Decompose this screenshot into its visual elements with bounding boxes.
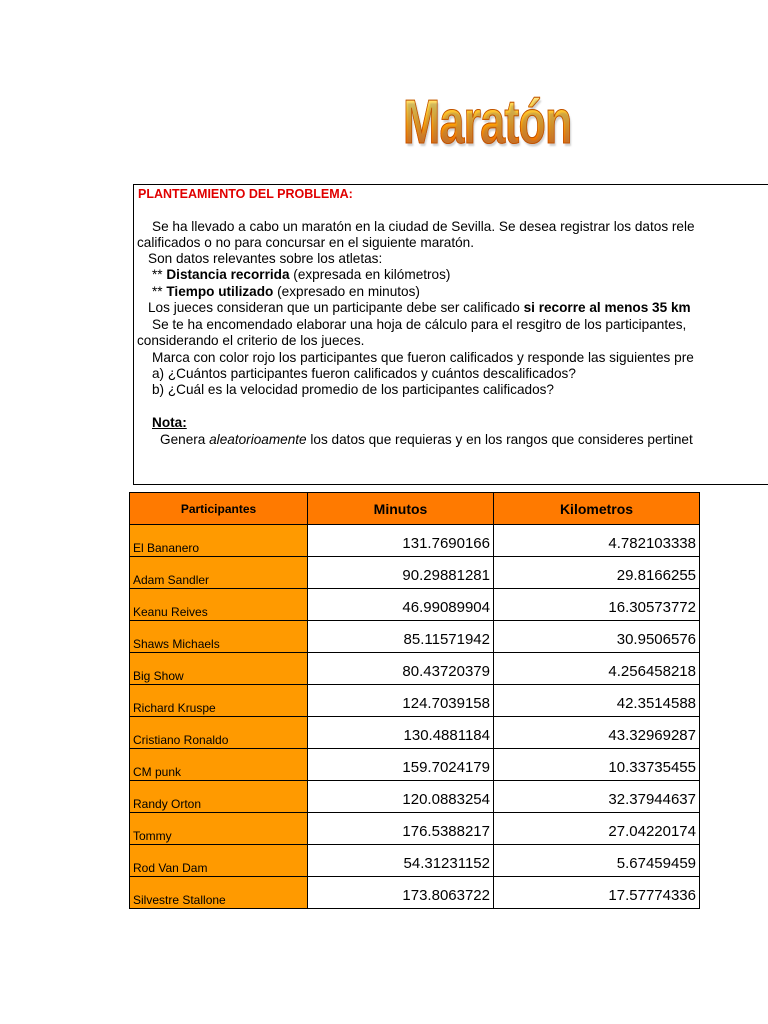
participant-name-cell[interactable]: Big Show: [130, 653, 308, 685]
bullet-distance-bold: Distancia recorrida: [166, 267, 290, 282]
km-cell[interactable]: 27.04220174: [494, 813, 700, 845]
nota-italic: aleatorioamente: [209, 432, 307, 447]
km-cell[interactable]: 10.33735455: [494, 749, 700, 781]
bullet-distance: [152, 267, 450, 283]
bullet-time-prefix: **: [152, 284, 167, 299]
participant-name-cell[interactable]: Shaws Michaels: [130, 621, 308, 653]
problem-line-3: Son datos relevantes sobre los atletas:: [148, 251, 383, 266]
table-row: [130, 621, 700, 653]
km-cell[interactable]: 16.30573772: [494, 589, 700, 621]
km-cell[interactable]: 5.67459459: [494, 845, 700, 877]
table-row: [130, 845, 700, 877]
bullet-distance-prefix: **: [152, 267, 167, 282]
problem-line-6: [148, 300, 691, 316]
problem-statement-box: [133, 184, 768, 485]
table-row: [130, 557, 700, 589]
nota-prefix: Genera: [160, 432, 210, 447]
participant-name-cell[interactable]: Adam Sandler: [130, 557, 308, 589]
minutos-cell[interactable]: 80.43720379: [308, 653, 494, 685]
bullet-time-bold: Tiempo utilizado: [166, 284, 274, 299]
bullet-time-rest: (expresado en minutos): [273, 284, 420, 299]
km-cell[interactable]: 17.57774336: [494, 877, 700, 909]
table-row: [130, 749, 700, 781]
km-cell[interactable]: 42.3514588: [494, 685, 700, 717]
table-row: [130, 813, 700, 845]
table-row: [130, 653, 700, 685]
header-participantes[interactable]: Participantes: [130, 493, 308, 525]
km-cell[interactable]: 4.782103338: [494, 525, 700, 557]
table-row: [130, 589, 700, 621]
nota-label: Nota:: [152, 415, 187, 430]
minutos-cell[interactable]: 173.8063722: [308, 877, 494, 909]
minutos-cell[interactable]: 130.4881184: [308, 717, 494, 749]
problem-line-9: Marca con color rojo los participantes que fueron calificados y responde las siguientes pre: [152, 350, 694, 365]
km-cell[interactable]: 43.32969287: [494, 717, 700, 749]
participant-name-cell[interactable]: Richard Kruspe: [130, 685, 308, 717]
participant-name-cell[interactable]: Randy Orton: [130, 781, 308, 813]
nota-rest: los datos que requieras y en los rangos que consideres pertinet: [306, 432, 693, 447]
table-row: [130, 717, 700, 749]
participant-name-cell[interactable]: El Bananero: [130, 525, 308, 557]
participant-name-cell[interactable]: Silvestre Stallone: [130, 877, 308, 909]
minutos-cell[interactable]: 46.99089904: [308, 589, 494, 621]
participant-name-cell[interactable]: Rod Van Dam: [130, 845, 308, 877]
problem-line-7: Se te ha encomendado elaborar una hoja de cálculo para el resgitro de los participantes,: [152, 317, 687, 332]
criteria-text: Los jueces consideran que un participante debe ser calificado: [148, 300, 524, 315]
nota-text: [160, 432, 693, 448]
participant-name-cell[interactable]: Tommy: [130, 813, 308, 845]
km-cell[interactable]: 32.37944637: [494, 781, 700, 813]
minutos-cell[interactable]: 176.5388217: [308, 813, 494, 845]
question-b: b) ¿Cuál es la velocidad promedio de los participantes calificados?: [152, 382, 554, 397]
km-cell[interactable]: 29.8166255: [494, 557, 700, 589]
question-a: a) ¿Cuántos participantes fueron calificados y cuántos descalificados?: [152, 366, 576, 381]
header-minutos[interactable]: Minutos: [308, 493, 494, 525]
table-row: [130, 877, 700, 909]
page-title: Maratón: [403, 88, 572, 157]
participant-name-cell[interactable]: Cristiano Ronaldo: [130, 717, 308, 749]
problem-heading: PLANTEAMIENTO DEL PROBLEMA:: [138, 187, 353, 201]
header-kilometros[interactable]: Kilometros: [494, 493, 700, 525]
minutos-cell[interactable]: 54.31231152: [308, 845, 494, 877]
minutos-cell[interactable]: 159.7024179: [308, 749, 494, 781]
criteria-bold: si recorre al menos 35 km: [523, 300, 691, 315]
problem-line-2: calificados o no para concursar en el siguiente maratón.: [137, 235, 475, 250]
table-row: [130, 685, 700, 717]
participant-name-cell[interactable]: Keanu Reives: [130, 589, 308, 621]
bullet-time: [152, 284, 420, 300]
minutos-cell[interactable]: 131.7690166: [308, 525, 494, 557]
problem-line-1: Se ha llevado a cabo un maratón en la ciudad de Sevilla. Se desea registrar los datos rele: [152, 219, 695, 234]
problem-line-8: considerando el criterio de los jueces.: [137, 333, 365, 348]
km-cell[interactable]: 30.9506576: [494, 621, 700, 653]
table-row: [130, 781, 700, 813]
minutos-cell[interactable]: 124.7039158: [308, 685, 494, 717]
km-cell[interactable]: 4.256458218: [494, 653, 700, 685]
participants-table: [129, 492, 700, 909]
minutos-cell[interactable]: 90.29881281: [308, 557, 494, 589]
minutos-cell[interactable]: 85.11571942: [308, 621, 494, 653]
table-header-row: [130, 493, 700, 525]
minutos-cell[interactable]: 120.0883254: [308, 781, 494, 813]
participant-name-cell[interactable]: CM punk: [130, 749, 308, 781]
bullet-distance-rest: (expresada en kilómetros): [289, 267, 451, 282]
table-row: [130, 525, 700, 557]
